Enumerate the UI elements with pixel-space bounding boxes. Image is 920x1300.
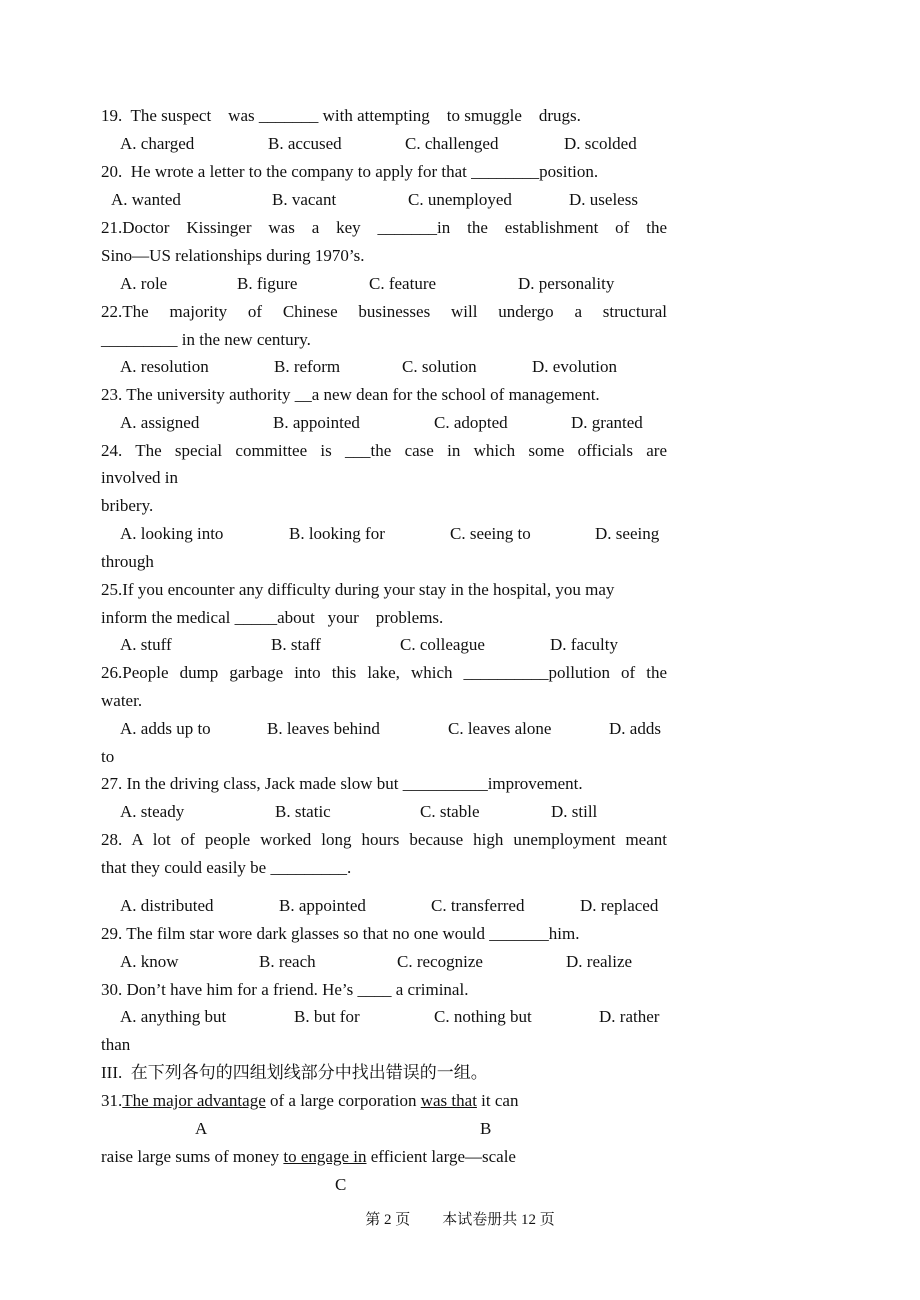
- q26-option-b: B. leaves behind: [267, 719, 380, 738]
- q20-option-d: D. useless: [569, 190, 638, 209]
- q27-option-a: A. steady: [120, 802, 185, 821]
- q24-option-b: B. looking for: [289, 524, 385, 543]
- q29-option-b: B. reach: [259, 952, 316, 971]
- q27-option-c: C. stable: [420, 802, 480, 821]
- q22-option-a: A. resolution: [120, 357, 209, 376]
- q28-option-d: D. replaced: [580, 896, 659, 915]
- q31-label-b: B: [480, 1119, 492, 1138]
- q29-option-c: C. recognize: [397, 952, 483, 971]
- q20-option-b: B. vacant: [272, 190, 337, 209]
- q19-option-a: A. charged: [120, 134, 195, 153]
- question-26-stem-line1: 26.People dump garbage into this lake, which __________pollution of the: [101, 663, 667, 682]
- q22-option-d: D. evolution: [532, 357, 617, 376]
- q31-part-a: The major advantage: [122, 1091, 266, 1110]
- q31-text-3: raise large sums of money: [101, 1147, 284, 1166]
- question-26-stem-line2: water.: [101, 691, 143, 710]
- question-29-stem: 29. The film star wore dark glasses so that no one would _______him.: [101, 924, 580, 943]
- q23-option-b: B. appointed: [273, 413, 360, 432]
- question-25-stem-line2: inform the medical _____about your problems.: [101, 608, 444, 627]
- q24-option-d-cont: through: [101, 552, 154, 571]
- q31-label-a: A: [195, 1119, 208, 1138]
- q31-text-2: it can: [476, 1091, 519, 1110]
- q19-option-b: B. accused: [268, 134, 342, 153]
- question-22-stem-line1: 22.The majority of Chinese businesses will undergo a structural: [101, 302, 667, 321]
- page-footer: [0, 1210, 920, 1230]
- q20-option-a: A. wanted: [111, 190, 181, 209]
- q26-option-c: C. leaves alone: [448, 719, 552, 738]
- q23-option-c: C. adopted: [434, 413, 508, 432]
- q29-option-d: D. realize: [566, 952, 633, 971]
- question-25-stem-line1: 25.If you encounter any difficulty during your stay in the hospital, you may: [101, 580, 615, 599]
- section-3-heading: III. 在下列各句的四组划线部分中找出错误的一组。: [101, 1063, 488, 1082]
- q22-option-b: B. reform: [274, 357, 341, 376]
- q20-option-c: C. unemployed: [408, 190, 512, 209]
- question-24-stem-line1: 24. The special committee is ___the case in which some officials are: [101, 441, 667, 460]
- q28-option-b: B. appointed: [279, 896, 366, 915]
- question-30-stem: 30. Don’t have him for a friend. He’s ____ a criminal.: [101, 980, 469, 999]
- q21-option-c: C. feature: [369, 274, 437, 293]
- page-number: 第 2 页: [365, 1212, 411, 1228]
- q29-option-a: A. know: [120, 952, 179, 971]
- question-23-stem: 23. The university authority __a new dean for the school of management.: [101, 385, 600, 404]
- q25-option-c: C. colleague: [400, 635, 485, 654]
- q21-option-b: B. figure: [237, 274, 298, 293]
- q25-option-a: A. stuff: [120, 635, 172, 654]
- question-24-stem-line3: bribery.: [101, 496, 154, 515]
- q30-option-c: C. nothing but: [434, 1007, 532, 1026]
- question-19-stem: 19. The suspect was _______ with attempting to smuggle drugs.: [101, 106, 581, 125]
- q22-option-c: C. solution: [402, 357, 477, 376]
- question-21-stem-line2: Sino—US relationships during 1970’s.: [101, 246, 365, 265]
- question-31-line1: [101, 1091, 518, 1111]
- q30-option-d: D. rather: [599, 1007, 660, 1026]
- q19-option-c: C. challenged: [405, 134, 499, 153]
- q25-option-b: B. staff: [271, 635, 321, 654]
- question-22-stem-line2: _________ in the new century.: [101, 330, 311, 349]
- q30-option-b: B. but for: [294, 1007, 360, 1026]
- q28-option-a: A. distributed: [120, 896, 214, 915]
- q27-option-b: B. static: [275, 802, 331, 821]
- q24-option-d: D. seeing: [595, 524, 660, 543]
- q31-text-4: efficient large—scale: [366, 1147, 516, 1166]
- question-24-stem-line2: involved in: [101, 468, 178, 487]
- question-31-line2: [101, 1147, 516, 1167]
- page-total: 本试卷册共 12 页: [442, 1212, 555, 1228]
- q27-option-d: D. still: [551, 802, 598, 821]
- q31-text-1: of a large corporation: [265, 1091, 421, 1110]
- q25-option-d: D. faculty: [550, 635, 618, 654]
- q31-number: 31.: [101, 1091, 123, 1110]
- q24-option-a: A. looking into: [120, 524, 224, 543]
- q24-option-c: C. seeing to: [450, 524, 531, 543]
- q21-option-a: A. role: [120, 274, 168, 293]
- question-20-stem: 20. He wrote a letter to the company to apply for that ________position.: [101, 162, 599, 181]
- q30-option-a: A. anything but: [120, 1007, 227, 1026]
- q31-part-c: to engage in: [283, 1147, 367, 1166]
- question-28-stem-line1: 28. A lot of people worked long hours because high unemployment meant: [101, 830, 667, 849]
- q21-option-d: D. personality: [518, 274, 615, 293]
- q23-option-a: A. assigned: [120, 413, 200, 432]
- q31-part-b: was that: [420, 1091, 477, 1110]
- q26-option-a: A. adds up to: [120, 719, 211, 738]
- q26-option-d-cont: to: [101, 747, 115, 766]
- q23-option-d: D. granted: [571, 413, 643, 432]
- q28-option-c: C. transferred: [431, 896, 525, 915]
- question-21-stem-line1: 21.Doctor Kissinger was a key _______in the establishment of the: [101, 218, 667, 237]
- question-28-stem-line2: that they could easily be _________.: [101, 858, 352, 877]
- q30-option-d-cont: than: [101, 1035, 131, 1054]
- q26-option-d: D. adds: [609, 719, 661, 738]
- q19-option-d: D. scolded: [564, 134, 637, 153]
- question-27-stem: 27. In the driving class, Jack made slow but __________improvement.: [101, 774, 583, 793]
- q31-label-c: C: [335, 1175, 347, 1194]
